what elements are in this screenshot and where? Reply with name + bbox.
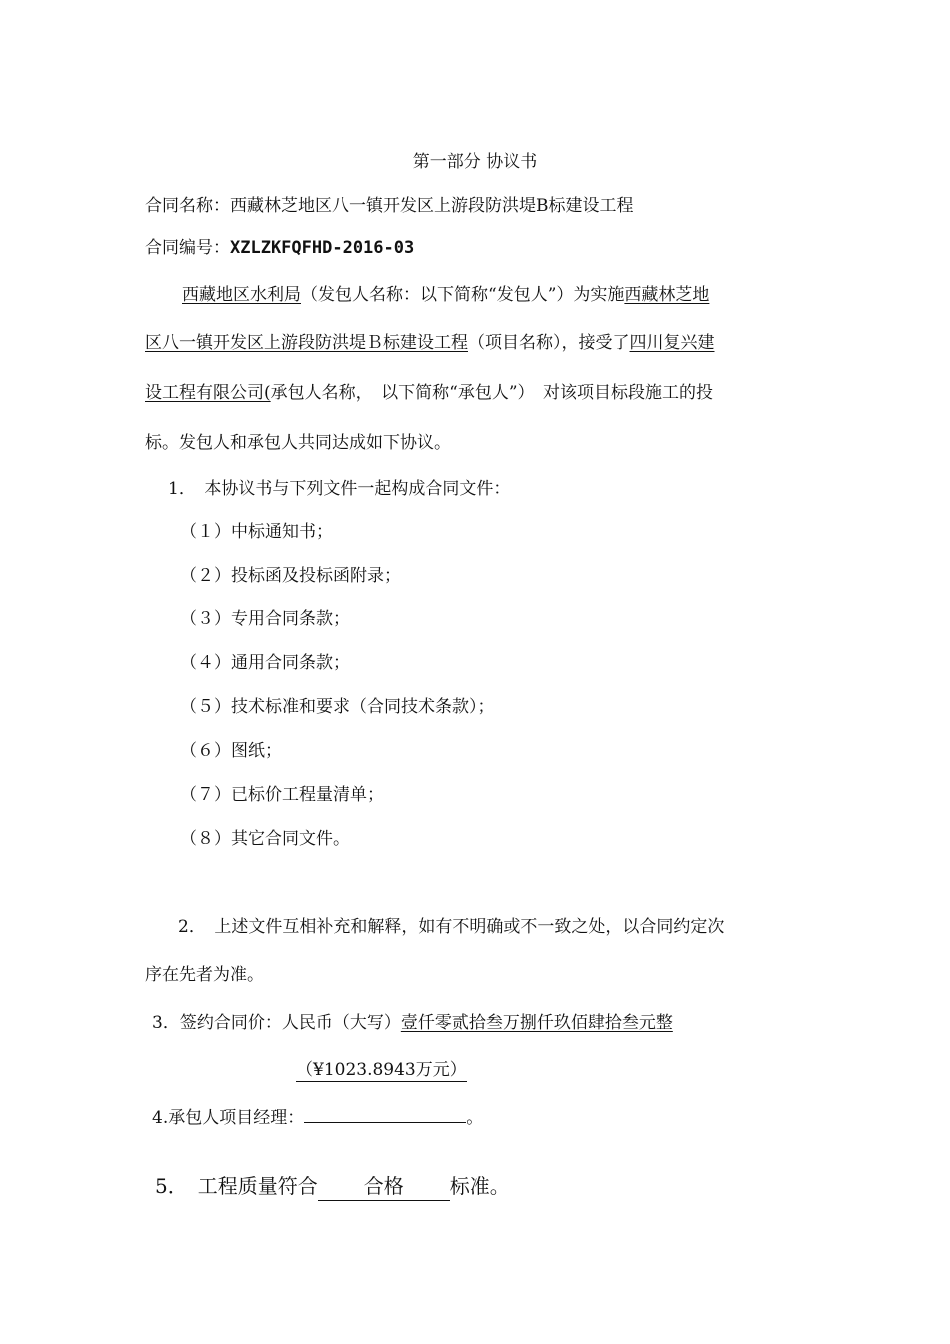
item-2-line-1: 2． 上述文件互相补充和解释，如有不明确或不一致之处，以合同约定次 [178,917,725,937]
doc-list-item-4: （４）通用合同条款； [180,653,350,673]
contractor-name-part-2: 设工程有限公司( [145,383,271,403]
doc-list-item-3: （３）专用合同条款； [180,609,350,629]
contract-name-line [145,194,634,218]
quality-label: 5． 工程质量符合 [155,1174,318,1198]
quality-end: 标准。 [449,1174,510,1198]
contract-number-label: 合同编号： [145,238,230,258]
intro-text-1: （发包人名称：以下简称“发包人”）为实施 [301,285,625,305]
item-4-end: 。 [466,1108,484,1128]
doc-list-item-7: （７）已标价工程量清单； [180,785,384,805]
intro-text-2: （项目名称），接受了 [468,333,630,353]
doc-list-item-1: （１）中标通知书； [180,522,333,542]
contract-price-figure-line [296,1058,467,1082]
contract-name-label: 合同名称： [145,196,230,216]
project-manager-label: 4.承包人项目经理： [152,1108,305,1128]
item-3-line [152,1011,673,1035]
intro-line-1 [182,283,709,307]
doc-list-item-5: （５）技术标准和要求（合同技术条款）； [180,697,495,717]
contractor-name-part-1: 四川复兴建 [629,333,715,353]
item-2-line-2: 序在先者为准。 [145,965,264,985]
doc-list-item-8: （８）其它合同文件。 [180,829,350,849]
intro-line-2 [145,331,715,355]
contract-price-words: 壹仟零贰拾叁万捌仟玖佰肆拾叁元整 [400,1013,673,1033]
project-manager-blank [304,1104,466,1123]
intro-line-3 [145,381,713,405]
contract-name-value: 西藏林芝地区八一镇开发区上游段防洪堤B标建设工程 [230,196,634,216]
quality-standard-value: 合格 [318,1172,450,1201]
contract-number-line [145,236,414,260]
contract-price-label: 3．签约合同价：人民币（大写） [152,1013,401,1033]
page-title: 第一部分 协议书 [412,152,538,172]
item-5-line [155,1172,510,1201]
item-1: 1． 本协议书与下列文件一起构成合同文件： [168,479,511,499]
contract-number-value: XZLZKFQFHD-2016-03 [230,238,415,258]
item-4-line [152,1104,483,1130]
doc-list-item-2: （２）投标函及投标函附录； [180,566,401,586]
project-name-part-2: 区八一镇开发区上游段防洪堤Ｂ标建设工程 [145,333,468,353]
employer-name: 西藏地区水利局 [182,285,301,305]
doc-list-item-6: （６）图纸； [180,741,282,761]
contract-price-figure: （¥1023.8943万元） [296,1060,467,1080]
intro-text-3: 承包人名称， 以下简称“承包人”） 对该项目标段施工的投 [270,383,714,403]
intro-line-4: 标。发包人和承包人共同达成如下协议。 [145,433,451,453]
project-name-part-1: 西藏林芝地 [624,285,710,305]
